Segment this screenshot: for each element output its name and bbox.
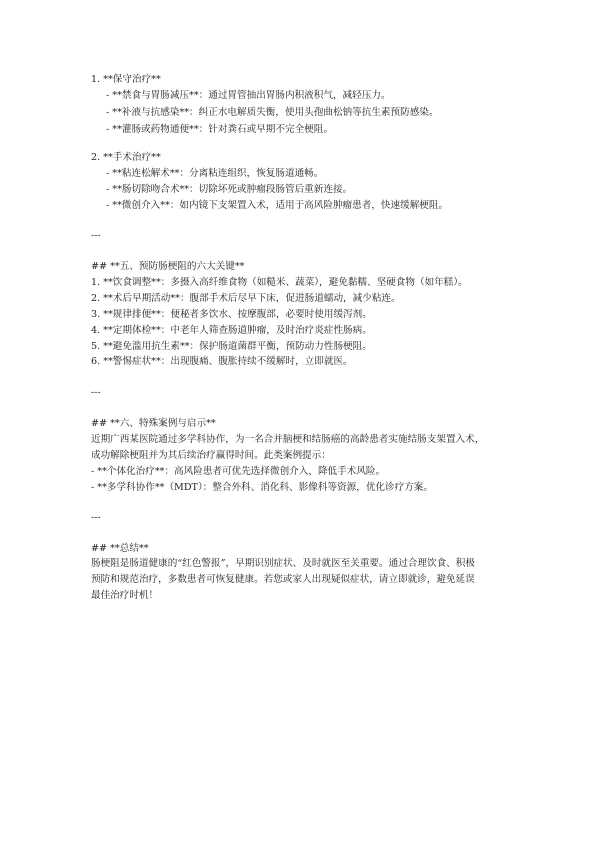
list-item: 2. **术后早期活动**：腹部手术后尽早下床，促进肠道蠕动，减少粘连。 bbox=[91, 293, 401, 304]
list-item: - **肠切除吻合术**：切除坏死或肿瘤段肠管后重新连接。 bbox=[106, 184, 353, 195]
list-item: 5. **避免滥用抗生素**：保护肠道菌群平衡，预防动力性肠梗阻。 bbox=[91, 341, 372, 352]
list-item: 6. **警惕症状**：出现腹痛、腹胀持续不缓解时，立即就医。 bbox=[91, 356, 353, 367]
list-item: - **个体化治疗**：高风险患者可优先选择微创介入，降低手术风险。 bbox=[91, 466, 386, 477]
list-heading-surgical-treatment: 2. **手术治疗** bbox=[91, 152, 161, 163]
list-item: - **粘连松解术**：分离粘连组织，恢复肠道通畅。 bbox=[106, 168, 324, 179]
list-item: - **补液与抗感染**：纠正水电解质失衡，使用头孢曲松钠等抗生素预防感染。 bbox=[106, 107, 439, 118]
paragraph-line: 预防和规范治疗，多数患者可恢复健康。若您或家人出现疑似症状，请立即就诊，避免延误 bbox=[91, 574, 475, 585]
list-item: - **灌肠或药物通便**：针对粪石或早期不完全梗阻。 bbox=[106, 124, 333, 135]
list-heading-conservative-treatment: 1. **保守治疗** bbox=[91, 74, 161, 85]
section-divider: --- bbox=[91, 387, 101, 398]
paragraph-line: 最佳治疗时机！ bbox=[91, 590, 159, 601]
section-heading-prevention: ## **五、预防肠梗阻的六大关键** bbox=[91, 261, 245, 272]
list-item: - **禁食与胃肠减压**：通过胃管抽出胃肠内积液积气，减轻压力。 bbox=[106, 90, 391, 101]
list-item: 4. **定期体检**：中老年人筛查肠道肿瘤，及时治疗炎症性肠病。 bbox=[91, 325, 372, 336]
list-item: - **多学科协作**（MDT）：整合外科、消化科、影像科等资源，优化诊疗方案。 bbox=[91, 482, 433, 493]
paragraph-line: 近期广西某医院通过多学科协作，为一名合并脑梗和结肠癌的高龄患者实施结肠支架置入术， bbox=[91, 434, 485, 445]
list-item: 3. **规律排便**：便秘者多饮水、按摩腹部，必要时使用缓泻剂。 bbox=[91, 309, 372, 320]
section-divider: --- bbox=[91, 230, 101, 241]
list-item: - **微创介入**：如内镜下支架置入术，适用于高风险肿瘤患者，快速缓解梗阻。 bbox=[106, 200, 449, 211]
list-item: 1. **饮食调整**：多摄入高纤维食物（如糙米、蔬菜），避免黏糯、坚硬食物（如年糕）。 bbox=[91, 277, 468, 288]
section-heading-summary: ## **总结** bbox=[91, 543, 149, 554]
paragraph-line: 成功解除梗阻并为其后续治疗赢得时间。此类案例提示： bbox=[91, 450, 331, 461]
section-heading-special-cases: ## **六、特殊案例与启示** bbox=[91, 418, 216, 429]
section-divider: --- bbox=[91, 512, 101, 523]
paragraph-line: 肠梗阻是肠道健康的“红色警报”，早期识别症状、及时就医至关重要。通过合理饮食、积极 bbox=[91, 558, 475, 569]
